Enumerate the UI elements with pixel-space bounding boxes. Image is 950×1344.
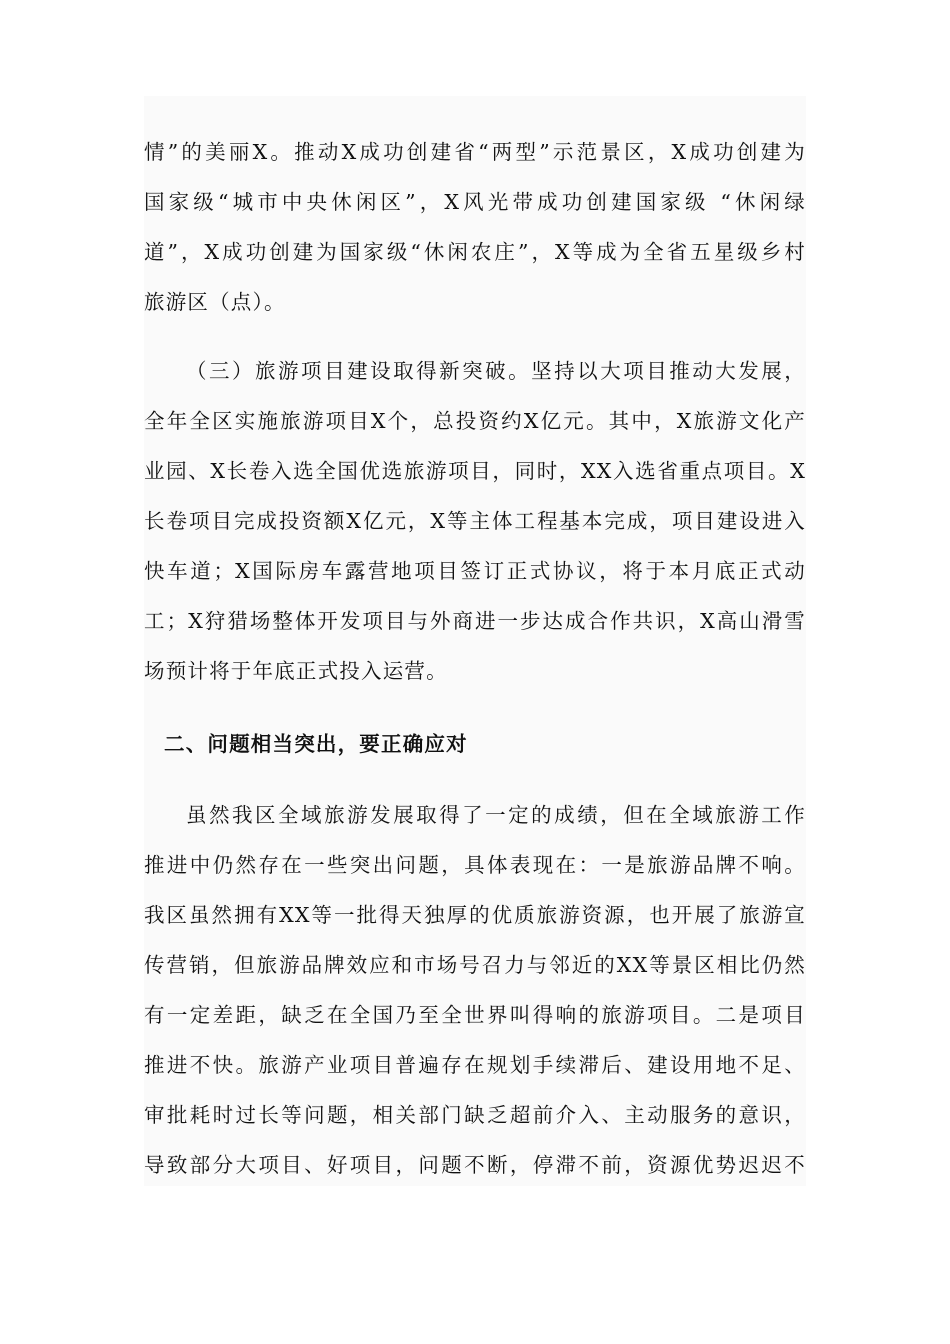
text-line: 传营销，但旅游品牌效应和市场号召力与邻近的XX等景区相比仍然 xyxy=(144,953,806,977)
text-line: 场预计将于年底正式投入运营。 xyxy=(144,659,448,683)
text-line: 推进中仍然存在一些突出问题，具体表现在：一是旅游品牌不响。 xyxy=(144,853,806,877)
text-line: 推进不快。旅游产业项目普遍存在规划手续滞后、建设用地不足、 xyxy=(144,1053,806,1077)
paragraph-2 xyxy=(144,346,806,696)
heading-text: 二、问题相当突出，要正确应对 xyxy=(164,732,468,756)
text-line: 有一定差距，缺乏在全国乃至全世界叫得响的旅游项目。二是项目 xyxy=(144,1003,806,1027)
text-line: 快车道；X国际房车露营地项目签订正式协议，将于本月底正式动 xyxy=(144,559,806,583)
text-line: 业园、X长卷入选全国优选旅游项目，同时，XX入选省重点项目。X xyxy=(144,459,806,483)
text-line: 虽然我区全域旅游发展取得了一定的成绩，但在全域旅游工作 xyxy=(186,803,806,827)
section-heading xyxy=(144,719,806,769)
text-line: 国家级“城市中央休闲区”，X风光带成功创建国家级 “休闲绿 xyxy=(144,190,806,214)
text-line: 我区虽然拥有XX等一批得天独厚的优质旅游资源，也开展了旅游宣 xyxy=(144,903,806,927)
text-line: 导致部分大项目、好项目，问题不断，停滞不前，资源优势迟迟不 xyxy=(144,1153,806,1177)
text-line: 长卷项目完成投资额X亿元，X等主体工程基本完成，项目建设进入 xyxy=(144,509,806,533)
paragraph-1 xyxy=(144,127,806,327)
text-line: 情”的美丽X。推动X成功创建省“两型”示范景区，X成功创建为 xyxy=(144,140,806,164)
text-line: 全年全区实施旅游项目X个，总投资约X亿元。其中，X旅游文化产 xyxy=(144,409,806,433)
text-line: 旅游区（点）。 xyxy=(144,290,286,314)
text-line: 道”，X成功创建为国家级“休闲农庄”，X等成为全省五星级乡村 xyxy=(144,240,806,264)
text-line: 审批耗时过长等问题，相关部门缺乏超前介入、主动服务的意识， xyxy=(144,1103,806,1127)
paragraph-3 xyxy=(144,790,806,1190)
text-line: （三）旅游项目建设取得新突破。坚持以大项目推动大发展， xyxy=(186,359,806,383)
text-line: 工；X狩猎场整体开发项目与外商进一步达成合作共识，X高山滑雪 xyxy=(144,609,806,633)
